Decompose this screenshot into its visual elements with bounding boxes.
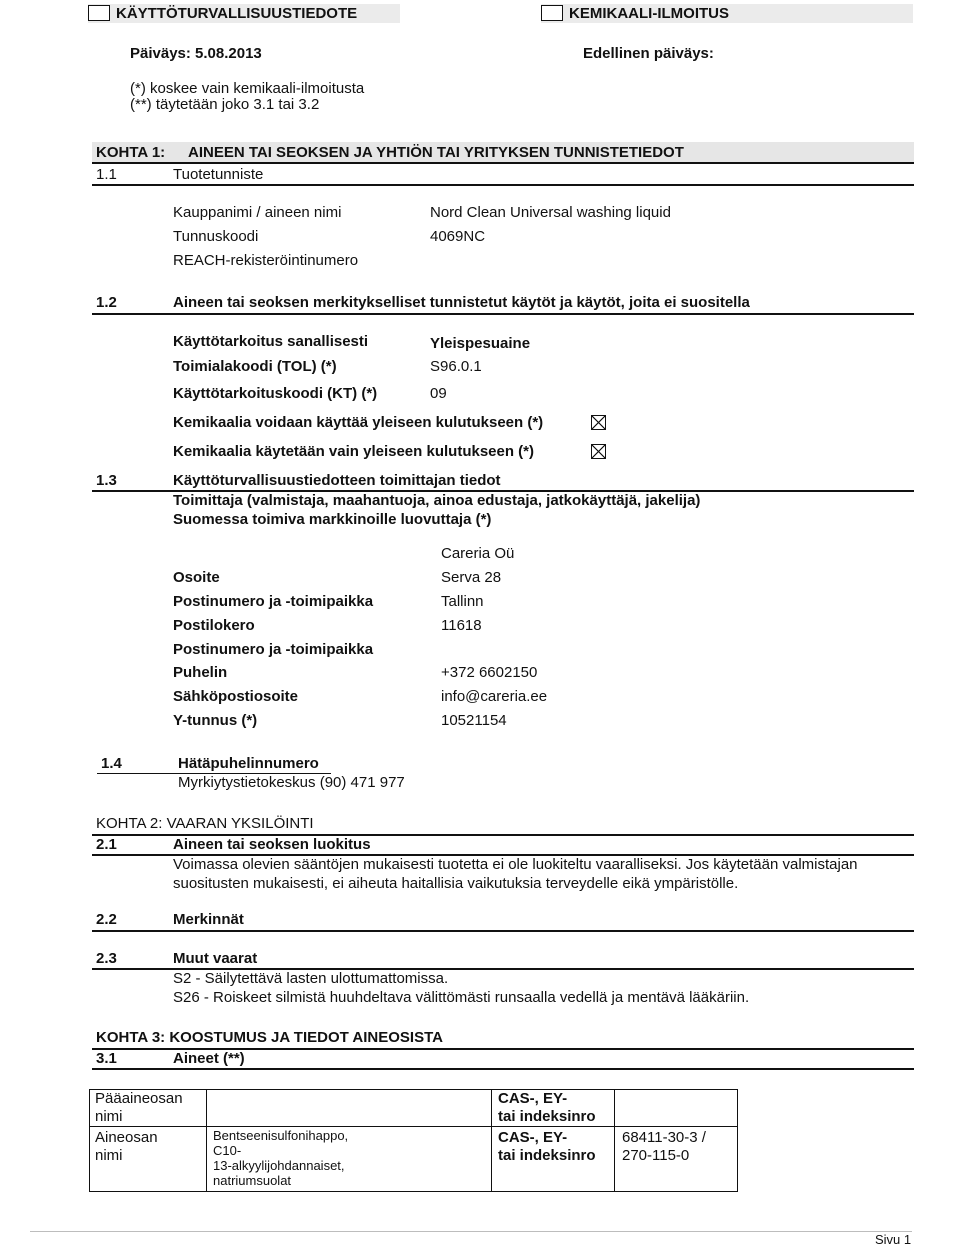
substance-name-3: 13-alkyylijohdannaiset, xyxy=(213,1158,345,1173)
s13-number: 1.3 xyxy=(96,472,117,489)
s22-number: 2.2 xyxy=(96,911,117,928)
consumer-only-label: Kemikaalia käytetään vain yleiseen kulutukseen (*) xyxy=(173,443,535,460)
use-label: Käyttötarkoitus sanallisesti xyxy=(173,333,369,350)
s23-number: 2.3 xyxy=(96,950,117,967)
table-header-cas-a: CAS-, EY- xyxy=(498,1090,568,1107)
phone-value: +372 6602150 xyxy=(441,664,538,681)
header-right-label: KEMIKAALI-ILMOITUS xyxy=(569,5,729,22)
table-header-main-a: Pääaineosan xyxy=(95,1090,183,1107)
header-left-box xyxy=(88,4,400,23)
s22-title: Merkinnät xyxy=(173,911,244,928)
s14-title: Hätäpuhelinnumero xyxy=(178,755,319,772)
s23-line-1: S2 - Säilytettävä lasten ulottumattomissa. xyxy=(173,970,449,987)
trade-name-label: Kauppanimi / aineen nimi xyxy=(173,204,342,221)
email-label: Sähköpostiosoite xyxy=(173,688,299,705)
s12-number: 1.2 xyxy=(96,294,117,311)
s14-number: 1.4 xyxy=(101,755,122,772)
divider xyxy=(92,313,914,315)
divider xyxy=(92,162,914,164)
table-cas-label-a: CAS-, EY- xyxy=(498,1129,568,1146)
page-number: Sivu 1 xyxy=(875,1232,912,1247)
tol-label: Toimialakoodi (TOL) (*) xyxy=(173,358,337,375)
cas-number-b: 270-115-0 xyxy=(622,1147,690,1164)
s21-body-line-1: Voimassa olevien sääntöjen mukaisesti tuotetta ei ole luokiteltu vaaralliseksi. Jos käytetään valmistajan xyxy=(173,856,858,873)
divider xyxy=(92,184,914,186)
checked-checkbox-icon[interactable] xyxy=(591,415,606,430)
tol-value: S96.0.1 xyxy=(430,358,482,375)
pobox-label: Postilokero xyxy=(173,617,255,634)
postal-value: Tallinn xyxy=(441,593,484,610)
consumer-label: Kemikaalia voidaan käyttää yleiseen kulutukseen (*) xyxy=(173,414,544,431)
table-row-label-b: nimi xyxy=(95,1147,123,1164)
substance-name-2: C10- xyxy=(213,1143,242,1158)
address-value: Serva 28 xyxy=(441,569,502,586)
s23-title: Muut vaarat xyxy=(173,950,258,967)
reach-label: REACH-rekisteröintinumero xyxy=(173,252,359,269)
kt-value: 09 xyxy=(430,385,447,402)
date-label: Päiväys: 5.08.2013 xyxy=(130,45,262,62)
checkbox-icon[interactable] xyxy=(88,5,110,21)
previous-date-label: Edellinen päiväys: xyxy=(583,45,714,62)
table-cell xyxy=(206,1089,492,1127)
section1-number: KOHTA 1: xyxy=(96,144,166,161)
s21-body-line-2: suositusten mukaisesti, ei aiheuta haitallisia vaikutuksia terveydelle eikä ympäristölle. xyxy=(173,875,739,892)
ytunnus-value: 10521154 xyxy=(441,712,507,729)
supplier-line-2: Suomessa toimiva markkinoille luovuttaja (*) xyxy=(173,511,492,528)
trade-name-value: Nord Clean Universal washing liquid xyxy=(430,204,671,221)
section2-title: KOHTA 2: VAARAN YKSILÖINTI xyxy=(96,815,314,832)
table-header-cas-b: tai indeksinro xyxy=(498,1108,596,1125)
phone-label: Puhelin xyxy=(173,664,228,681)
section3-title: KOHTA 3: KOOSTUMUS JA TIEDOT AINEOSISTA xyxy=(96,1029,443,1046)
emergency-value: Myrkiytystietokeskus (90) 471 977 xyxy=(178,774,405,791)
table-cas-label-b: tai indeksinro xyxy=(498,1147,596,1164)
s23-line-2: S26 - Roiskeet silmistä huuhdeltava välittömästi runsaalla vedellä ja mentävä lääkäriin. xyxy=(173,989,750,1006)
s12-title: Aineen tai seoksen merkitykselliset tunnistetut käytöt ja käytöt, joita ei suositella xyxy=(173,294,750,311)
footer-divider xyxy=(30,1231,912,1232)
s31-title: Aineet (**) xyxy=(173,1050,245,1067)
table-header-main-b: nimi xyxy=(95,1108,123,1125)
pobox-value: 11618 xyxy=(441,617,482,634)
note-2: (**) täytetään joko 3.1 tai 3.2 xyxy=(130,96,320,113)
table-cell xyxy=(614,1089,738,1127)
checked-checkbox-icon[interactable] xyxy=(591,444,606,459)
section1-title: AINEEN TAI SEOKSEN JA YHTIÖN TAI YRITYKSEN TUNNISTETIEDOT xyxy=(188,144,684,161)
s13-title: Käyttöturvallisuustiedotteen toimittajan tiedot xyxy=(173,472,501,489)
address-label: Osoite xyxy=(173,569,220,586)
ytunnus-label: Y-tunnus (*) xyxy=(173,712,258,729)
code-value: 4069NC xyxy=(430,228,486,245)
checkbox-icon[interactable] xyxy=(541,5,563,21)
substance-name-4: natriumsuolat xyxy=(213,1173,292,1188)
email-value: info@careria.ee xyxy=(441,688,548,705)
s31-number: 3.1 xyxy=(96,1050,117,1067)
use-value: Yleispesuaine xyxy=(430,335,531,352)
s21-number: 2.1 xyxy=(96,836,117,853)
s11-number: 1.1 xyxy=(96,166,117,183)
s21-title: Aineen tai seoksen luokitus xyxy=(173,836,371,853)
kt-label: Käyttötarkoituskoodi (KT) (*) xyxy=(173,385,378,402)
header-left-label: KÄYTTÖTURVALLISUUSTIEDOTE xyxy=(116,5,358,22)
cas-number-a: 68411-30-3 / xyxy=(622,1129,706,1146)
s11-title: Tuotetunniste xyxy=(173,166,264,183)
supplier-line-1: Toimittaja (valmistaja, maahantuoja, ainoa edustaja, jatkokäyttäjä, jakelija) xyxy=(173,492,701,509)
header-right-box xyxy=(541,4,913,23)
postal2-label: Postinumero ja -toimipaikka xyxy=(173,641,374,658)
note-1: (*) koskee vain kemikaali-ilmoitusta xyxy=(130,80,365,97)
table-row-label-a: Aineosan xyxy=(95,1129,158,1146)
postal-label: Postinumero ja -toimipaikka xyxy=(173,593,374,610)
code-label: Tunnuskoodi xyxy=(173,228,259,245)
divider xyxy=(92,930,914,932)
substance-name-1: Bentseenisulfonihappo, xyxy=(213,1128,349,1143)
divider xyxy=(92,1068,914,1070)
company-name: Careria Oü xyxy=(441,545,515,562)
